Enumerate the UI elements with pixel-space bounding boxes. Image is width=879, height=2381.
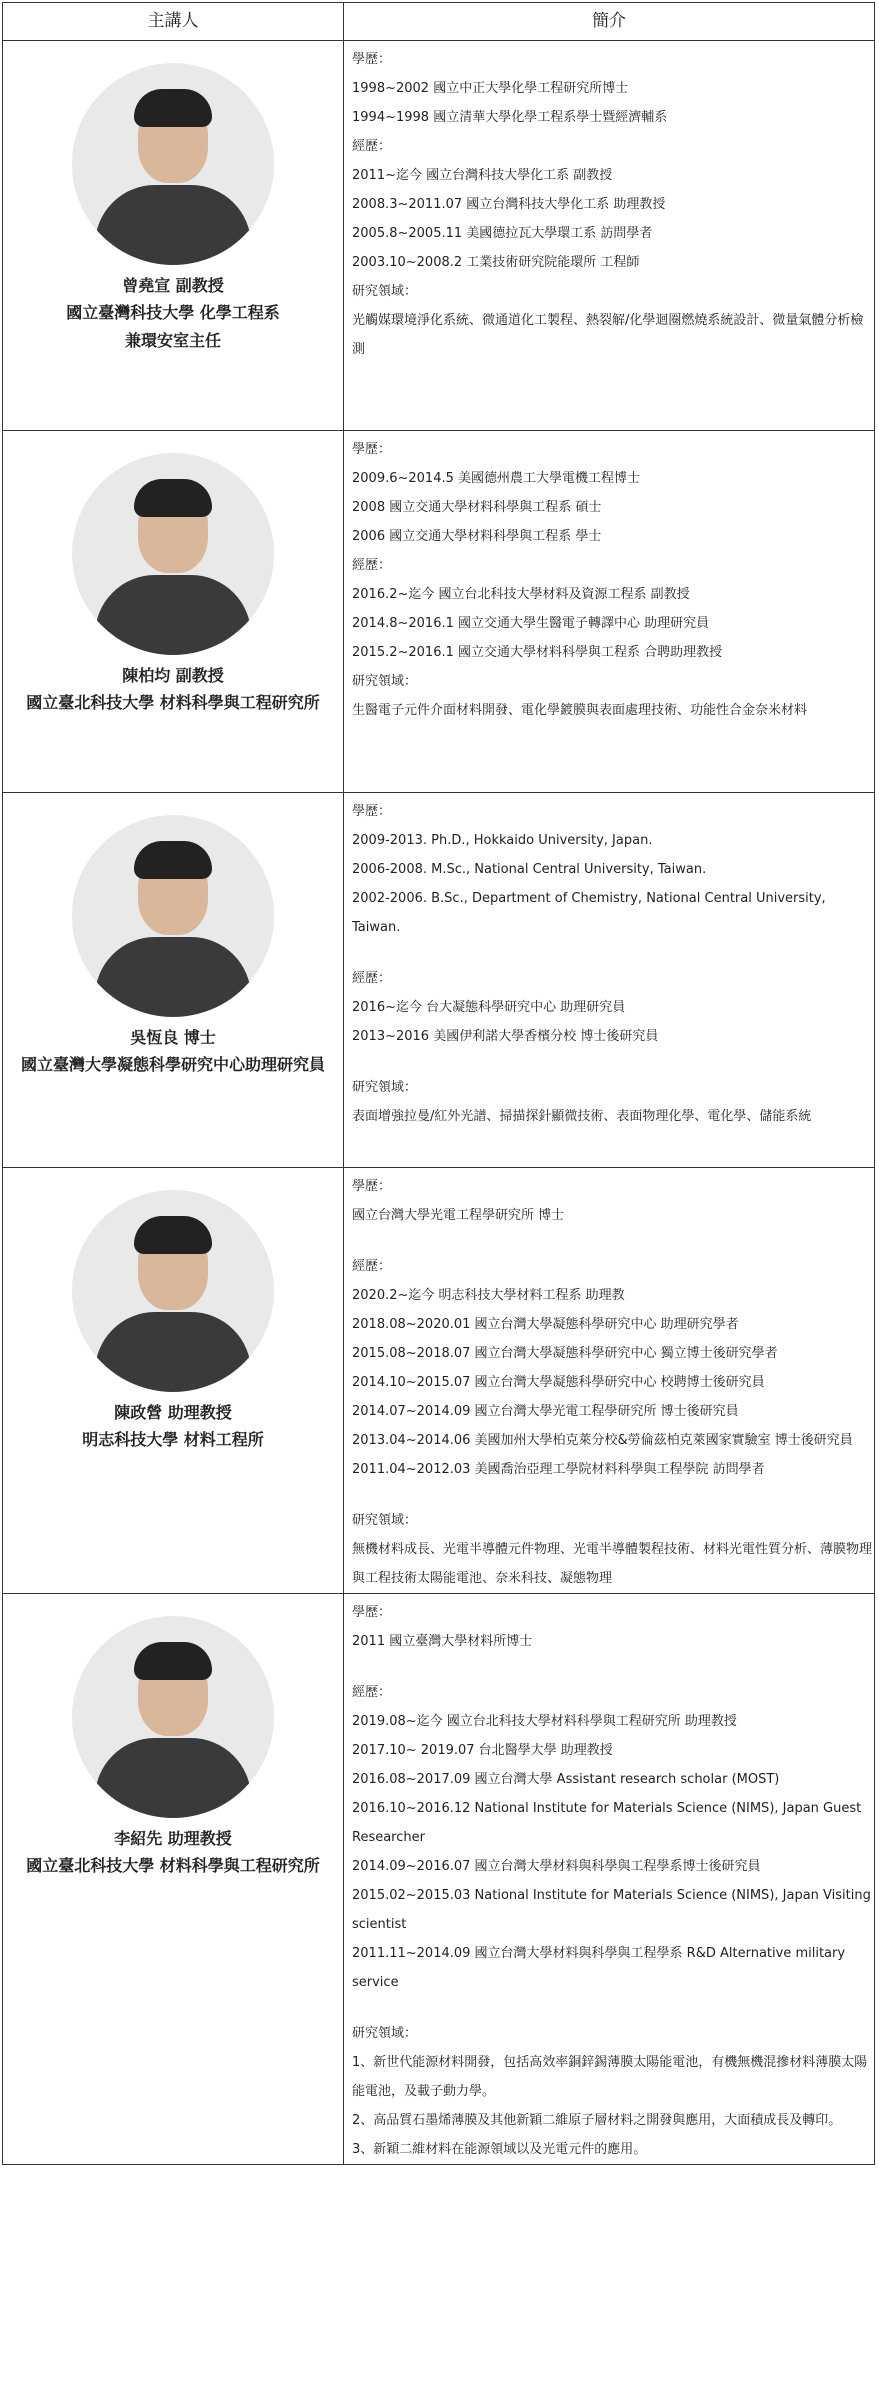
speaker-affiliation: 國立臺灣科技大學 化學工程系 xyxy=(66,303,280,322)
intro-line: 經歷： xyxy=(352,971,392,986)
speaker-affiliation: 明志科技大學 材料工程所 xyxy=(82,1430,264,1449)
intro-line: 2013~2016 美國伊利諾大學香檳分校 博士後研究員 xyxy=(352,1029,659,1044)
intro-line: 研究領域： xyxy=(352,284,418,299)
intro-cell xyxy=(344,1168,875,1594)
intro-line: 研究領域： xyxy=(352,2026,418,2041)
intro-line: 經歷： xyxy=(352,1259,392,1274)
intro-line: 2016.10~2016.12 National Institute for Materials Science (NIMS), Japan Guest Researcher xyxy=(352,1801,862,1845)
intro-line: 2015.08~2018.07 國立台灣大學凝態科學研究中心 獨立博士後研究學者 xyxy=(352,1346,778,1361)
speaker-cell xyxy=(3,1594,344,2165)
intro-line: 2015.2~2016.1 國立交通大學材料科學與工程系 合聘助理教授 xyxy=(352,645,723,660)
speaker-name: 曾堯宣 副教授 xyxy=(122,276,224,295)
intro-line: 學歷： xyxy=(352,1605,392,1620)
intro-line: 2016~迄今 台大凝態科學研究中心 助理研究員 xyxy=(352,1000,626,1015)
intro-line: 2016.08~2017.09 國立台灣大學 Assistant research scholar (MOST) xyxy=(352,1772,780,1787)
intro-line: 2019.08~迄今 國立台北科技大學材料科學與工程研究所 助理教授 xyxy=(352,1714,737,1729)
intro-line: 2008 國立交通大學材料科學與工程系 碩士 xyxy=(352,500,602,515)
portrait-body-shape xyxy=(95,1738,251,1818)
intro-line: 無機材料成長、光電半導體元件物理、光電半導體製程技術、材料光電性質分析、薄膜物理與工程技術太陽能電池、奈米科技、凝態物理 xyxy=(352,1542,873,1586)
intro-line: 研究領域： xyxy=(352,1080,418,1095)
intro-line: 學歷： xyxy=(352,442,392,457)
intro-spacer xyxy=(352,1230,874,1252)
speaker-name: 陳政營 助理教授 xyxy=(114,1403,232,1422)
intro-line: 2014.07~2014.09 國立台灣大學光電工程學研究所 博士後研究員 xyxy=(352,1404,739,1419)
intro-spacer xyxy=(352,1997,874,2019)
portrait-body-shape xyxy=(95,1312,251,1392)
speaker-row xyxy=(3,1594,875,2165)
intro-line: 生醫電子元件介面材料開發、電化學鍍膜與表面處理技術、功能性合金奈米材料 xyxy=(352,703,808,718)
header-speaker: 主講人 xyxy=(3,3,344,41)
intro-line: 經歷： xyxy=(352,139,392,154)
intro-line: 學歷： xyxy=(352,804,392,819)
speaker-photo xyxy=(72,1190,274,1392)
intro-spacer xyxy=(352,1484,874,1506)
intro-line: 學歷： xyxy=(352,52,392,67)
intro-line: 1998~2002 國立中正大學化學工程研究所博士 xyxy=(352,81,629,96)
intro-line: 2006-2008. M.Sc., National Central University, Taiwan. xyxy=(352,862,707,877)
speaker-row xyxy=(3,793,875,1168)
speaker-row xyxy=(3,431,875,793)
intro-line: 2020.2~迄今 明志科技大學材料工程系 助理教 xyxy=(352,1288,625,1303)
speaker-table xyxy=(2,2,875,2165)
speaker-photo xyxy=(72,63,274,265)
intro-spacer xyxy=(352,942,874,964)
intro-line: 2013.04~2014.06 美國加州大學柏克萊分校&勞倫茲柏克萊國家實驗室 博士後研究員 xyxy=(352,1433,853,1448)
speaker-photo xyxy=(72,815,274,1017)
intro-cell xyxy=(344,793,875,1168)
intro-line: 經歷： xyxy=(352,558,392,573)
intro-line: 研究領域： xyxy=(352,1513,418,1528)
portrait-body-shape xyxy=(95,185,251,265)
speaker-affiliation: 國立臺北科技大學 材料科學與工程研究所 xyxy=(26,1856,320,1875)
portrait-hair-shape xyxy=(134,479,212,517)
speaker-row xyxy=(3,1168,875,1594)
intro-line: 2017.10~ 2019.07 台北醫學大學 助理教授 xyxy=(352,1743,613,1758)
intro-cell xyxy=(344,41,875,431)
intro-line: 2016.2~迄今 國立台北科技大學材料及資源工程系 副教授 xyxy=(352,587,690,602)
intro-line: 2009-2013. Ph.D., Hokkaido University, Japan. xyxy=(352,833,653,848)
intro-line: 2009.6~2014.5 美國德州農工大學電機工程博士 xyxy=(352,471,640,486)
intro-line: 2006 國立交通大學材料科學與工程系 學士 xyxy=(352,529,602,544)
intro-line: 2014.8~2016.1 國立交通大學生醫電子轉譯中心 助理研究員 xyxy=(352,616,710,631)
header-intro: 簡介 xyxy=(344,3,875,41)
intro-cell xyxy=(344,431,875,793)
intro-line: 經歷： xyxy=(352,1685,392,1700)
intro-line: 2015.02~2015.03 National Institute for Materials Science (NIMS), Japan Visiting scientist xyxy=(352,1888,871,1932)
intro-line: 2、高品質石墨烯薄膜及其他新穎二維原子層材料之開發與應用，大面積成長及轉印。 xyxy=(352,2113,842,2128)
speaker-affiliation: 國立臺灣大學凝態科學研究中心助理研究員 xyxy=(20,1055,325,1074)
intro-line: 2011~迄今 國立台灣科技大學化工系 副教授 xyxy=(352,168,613,183)
intro-line: 1、新世代能源材料開發，包括高效率銅鋅錫薄膜太陽能電池，有機無機混摻材料薄膜太陽能電池，及載子動力學。 xyxy=(352,2055,868,2099)
intro-line: 2011.11~2014.09 國立台灣大學材料與科學與工程學系 R&D Alternative military service xyxy=(352,1946,846,1990)
portrait-hair-shape xyxy=(134,1216,212,1254)
intro-line: 2008.3~2011.07 國立台灣科技大學化工系 助理教授 xyxy=(352,197,666,212)
portrait-hair-shape xyxy=(134,89,212,127)
intro-line: 2014.09~2016.07 國立台灣大學材料與科學與工程學系博士後研究員 xyxy=(352,1859,761,1874)
speaker-photo xyxy=(72,453,274,655)
speaker-row xyxy=(3,41,875,431)
speaker-table-wrapper xyxy=(2,2,874,2165)
portrait-hair-shape xyxy=(134,1642,212,1680)
intro-line: 1994~1998 國立清華大學化學工程系學士暨經濟輔系 xyxy=(352,110,668,125)
intro-line: 2005.8~2005.11 美國德拉瓦大學環工系 訪問學者 xyxy=(352,226,653,241)
intro-line: 學歷： xyxy=(352,1179,392,1194)
intro-line: 2002-2006. B.Sc., Department of Chemistry, National Central University, Taiwan. xyxy=(352,891,826,935)
intro-line: 研究領域： xyxy=(352,674,418,689)
speaker-name: 吳恆良 博士 xyxy=(130,1028,216,1047)
intro-line: 2003.10~2008.2 工業技術研究院能環所 工程師 xyxy=(352,255,640,270)
speaker-name: 陳柏均 副教授 xyxy=(122,666,224,685)
portrait-body-shape xyxy=(95,937,251,1017)
intro-line: 國立台灣大學光電工程學研究所 博士 xyxy=(352,1208,565,1223)
speaker-affiliation: 國立臺北科技大學 材料科學與工程研究所 xyxy=(26,693,320,712)
portrait-body-shape xyxy=(95,575,251,655)
intro-spacer xyxy=(352,1656,874,1678)
speaker-photo xyxy=(72,1616,274,1818)
speaker-cell xyxy=(3,1168,344,1594)
speaker-cell xyxy=(3,431,344,793)
intro-line: 光觸媒環境淨化系統、微通道化工製程、熱裂解/化學迴圈燃燒系統設計、微量氣體分析檢測 xyxy=(352,313,864,357)
intro-line: 2011.04~2012.03 美國喬治亞理工學院材料科學與工程學院 訪問學者 xyxy=(352,1462,765,1477)
intro-spacer xyxy=(352,1051,874,1073)
intro-line: 2018.08~2020.01 國立台灣大學凝態科學研究中心 助理研究學者 xyxy=(352,1317,739,1332)
table-header-row xyxy=(3,3,875,41)
speaker-name: 李紹先 助理教授 xyxy=(114,1829,232,1848)
speaker-cell xyxy=(3,41,344,431)
intro-cell xyxy=(344,1594,875,2165)
intro-line: 2014.10~2015.07 國立台灣大學凝態科學研究中心 校聘博士後研究員 xyxy=(352,1375,765,1390)
speaker-cell xyxy=(3,793,344,1168)
intro-line: 表面增強拉曼/紅外光譜、掃描探針顯微技術、表面物理化學、電化學、儲能系統 xyxy=(352,1109,812,1124)
speaker-affiliation: 兼環安室主任 xyxy=(124,331,221,350)
intro-line: 2011 國立臺灣大學材料所博士 xyxy=(352,1634,533,1649)
portrait-hair-shape xyxy=(134,841,212,879)
intro-line: 3、新穎二維材料在能源領域以及光電元件的應用。 xyxy=(352,2142,647,2157)
